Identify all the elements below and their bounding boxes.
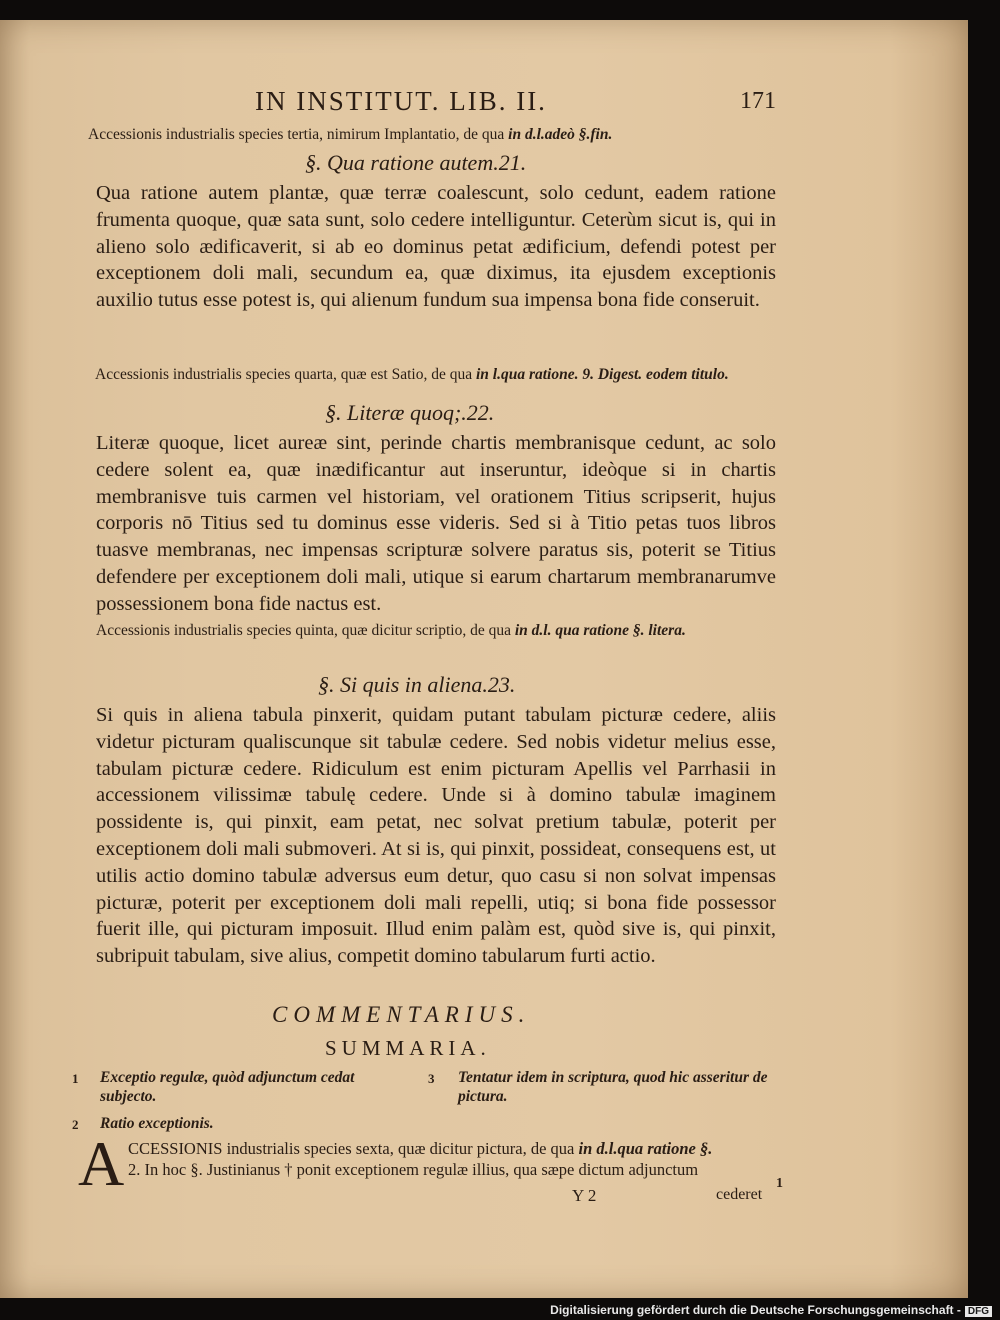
note-text: Accessionis industrialis species tertia, nimirum Implantatio, de qua xyxy=(88,126,509,143)
summary-item xyxy=(428,1068,783,1106)
section-heading-22: §. Literæ quoq;.22. xyxy=(325,400,495,425)
summary-item-number: 2 xyxy=(72,1117,79,1132)
signature-mark: Y 2 xyxy=(572,1186,597,1205)
marginal-number: 1 xyxy=(776,1176,783,1191)
summary-item xyxy=(72,1068,400,1106)
note-accessio-quarta xyxy=(95,364,777,385)
dfg-logo: DFG xyxy=(965,1306,992,1317)
paragraph-22: Literæ quoque, licet aureæ sint, perinde chartis membranisque cedunt, ac solo cedere solent ea, quæ inædificantur aut inseruntur, ideòque si in chartis membranisve tuis carmen vel historiam, vel orationem Titius scripserit, hujus corporis nō Titius sed tu dominus esse videris. Sed si à Titio petas tuos libros tuasve membranas, nec impensas scripturæ solvere paratus sis, poterit se Titius defendere per exceptionem doli mali, utique si earum chartarum membranarumve possessionem bona fide nactus est. xyxy=(96,432,776,615)
page-number: 171 xyxy=(740,88,776,114)
commentary-line-2: 2. In hoc §. Justinianus † ponit exceptionem regulæ illius, qua sæpe dictum adjunctum xyxy=(128,1160,699,1179)
summary-item-text: Exceptio regulæ, quòd adjunctum cedat subjecto. xyxy=(100,1069,355,1105)
summary-item-number: 1 xyxy=(72,1071,79,1086)
note-text: Accessionis industrialis species quinta, quæ dicitur scriptio, de qua xyxy=(96,622,515,639)
summary-item-text: Tentatur idem in scriptura, quod hic asseritur de pictura. xyxy=(458,1069,768,1105)
paragraph-21: Qua ratione autem plantæ, quæ terræ coalescunt, solo cedunt, eadem ratione frumenta quoque, quæ sata sunt, solo cedere intelliguntur. Ceterùm sicut is, qui in alieno solo ædificaverit, si ab eo dominus petat ædificium, defendi potest per exceptionem doli mali, secundum ea, quæ diximus, ita ejusdem exceptionis auxilio tutus esse potest is, qui alienum fundum sua impensa bona fide conseruit. xyxy=(96,182,776,312)
credit-text: Digitalisierung gefördert durch die Deutsche Forschungsgemeinschaft - xyxy=(550,1303,961,1317)
book-page xyxy=(0,20,968,1298)
running-head: IN INSTITUT. LIB. II. xyxy=(255,86,547,116)
note-citation: in d.l. qua ratione §. litera. xyxy=(514,622,686,639)
note-citation: in d.l.adeò §.fin. xyxy=(508,126,613,143)
note-accessio-quinta xyxy=(96,620,777,641)
summary-item-text: Ratio exceptionis. xyxy=(100,1115,214,1132)
commentarius-heading: COMMENTARIUS. xyxy=(272,1002,531,1027)
summary-item xyxy=(72,1114,400,1133)
digitization-credit xyxy=(550,1303,992,1317)
catchword: cederet xyxy=(716,1186,763,1203)
section-heading-21: §. Qua ratione autem.21. xyxy=(305,150,527,175)
note-citation: in l.qua ratione. 9. Digest. eodem titulo. xyxy=(475,366,729,383)
drop-cap: A xyxy=(78,1128,125,1199)
commentary-line-1 xyxy=(128,1138,778,1159)
summary-item-number: 3 xyxy=(428,1071,435,1086)
section-heading-23: §. Si quis in aliena.23. xyxy=(318,672,516,697)
paragraph-23: Si quis in aliena tabula pinxerit, quidam putant tabulam picturæ cedere, aliis videtur picturam qualiscunque sit tabulæ cedere. Sed nobis videtur melius esse, tabulam picturæ cedere. Ridiculum est enim picturam Apellis vel Parrhasii in accessionem vilissimæ tabulę cedere. Unde si à domino tabulæ imaginem possidente is, qui pinxit, eam petat, nec solvat pretium tabulæ, poterit per exceptionem doli mali submoveri. At si is, qui pinxit, possideat, consequens est, ut utilis actio domino tabulæ adversus eum detur, quo casu si non solvat impensas picturæ, poterit per exceptionem doli mali repelli, utiq; si bona fide possessor fuerit ille, qui picturam imposuit. Illud enim palàm est, quòd sive is, qui pinxit, subripuit tabulam, sive alius, competit domino tabularum furti actio. xyxy=(96,704,776,968)
note-text: Accessionis industrialis species quarta, quæ est Satio, de qua xyxy=(95,366,476,383)
page-header xyxy=(0,86,968,126)
note-accessio-tertia xyxy=(88,124,788,145)
summaria-heading: SUMMARIA. xyxy=(325,1036,491,1060)
commentary-line-1-text: CCESSIONIS industrialis species sexta, quæ dicitur pictura, de qua xyxy=(128,1139,579,1158)
commentary-text xyxy=(128,1138,778,1180)
commentary-citation: in d.l.qua ratione §. xyxy=(578,1139,713,1158)
